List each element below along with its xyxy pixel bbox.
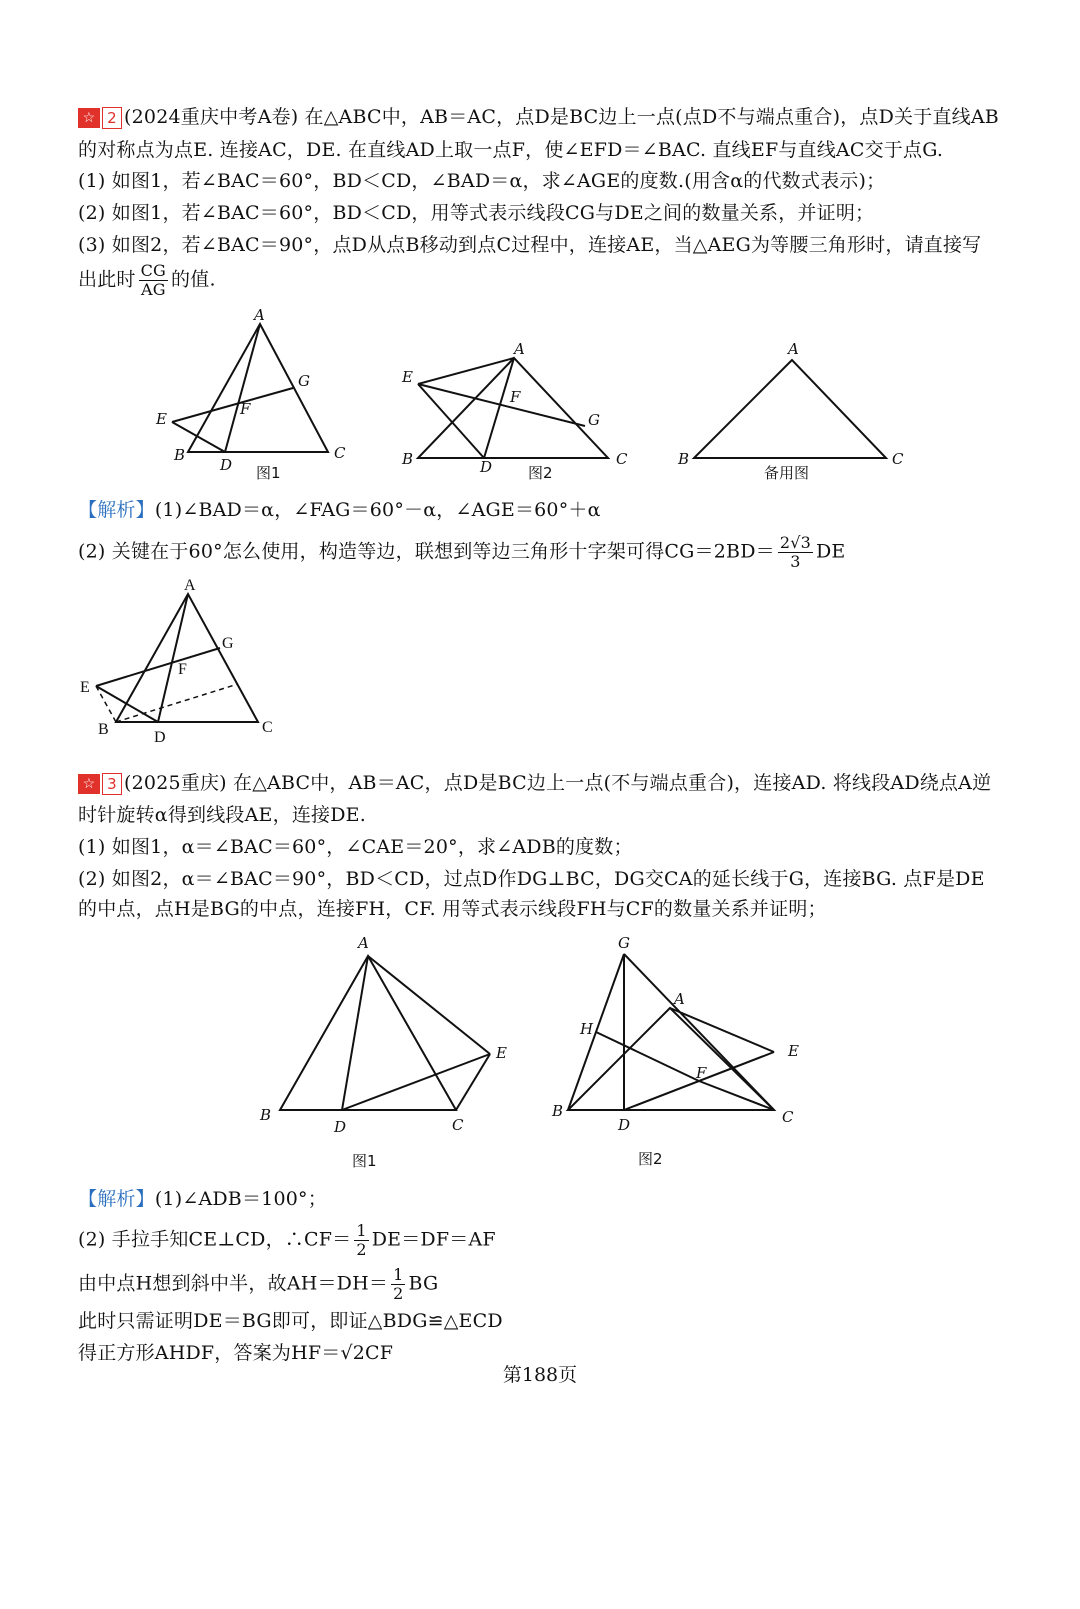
label-E: E — [402, 368, 413, 386]
label-E: E — [156, 410, 167, 428]
q3-intro: (2025重庆) 在△ABC中，AB＝AC，点D是BC边上一点(不与端点重合)，连接AD. 将线段AD绕点A逆 — [124, 772, 992, 794]
label-A: A — [514, 340, 525, 358]
label-H: H — [580, 1020, 594, 1038]
label-D: D — [220, 456, 233, 474]
label-F: F — [178, 661, 187, 678]
q2-solution-1 — [78, 497, 601, 523]
label-C: C — [452, 1116, 464, 1134]
label-B: B — [552, 1102, 564, 1120]
label-D: D — [480, 458, 493, 476]
q3-solution-2-mid: DE＝DF＝AF — [371, 1228, 496, 1251]
q2-part3b-post: 的值. — [171, 268, 216, 291]
label-C: C — [334, 444, 346, 462]
q2-part3: (3) 如图2，若∠BAC＝90°，点D从点B移动到点C过程中，连接AE，当△AEG为等腰三角形时，请直接写 — [78, 234, 982, 256]
q3-part2b: 的中点，点H是BG的中点，连接FH，CF. 用等式表示线段FH与CF的数量关系并证明； — [78, 898, 827, 920]
q3-intro-line — [78, 770, 991, 796]
label-E: E — [80, 679, 90, 696]
label-G: G — [222, 635, 234, 652]
fraction-denominator: 2 — [393, 1284, 404, 1303]
q3-figure-2 — [546, 934, 816, 1174]
q2-solution-2-post: DE — [816, 540, 846, 563]
question-number: 2 — [102, 107, 122, 129]
page-number: 第188页 — [502, 1364, 578, 1386]
label-B: B — [402, 450, 414, 468]
label-C: C — [782, 1108, 794, 1126]
one-half-fraction — [354, 1222, 368, 1259]
q3-solution-2 — [78, 1222, 496, 1259]
q2-intro2: 的对称点为点E. 连接AC，DE. 在直线AD上取一点F，使∠EFD＝∠BAC. 直线EF与直线AC交于点G. — [78, 139, 944, 161]
q3-intro2: 时针旋转α得到线段AE，连接DE. — [78, 804, 366, 826]
q2-solution-1-text: (1)∠BAD＝α，∠FAG＝60°－α，∠AGE＝60°＋α — [154, 499, 601, 521]
star-icon: ☆ — [78, 774, 100, 794]
label-B: B — [678, 450, 690, 468]
cg-over-ag-fraction — [139, 262, 168, 299]
q2-intro-line — [78, 104, 999, 130]
label-E: E — [788, 1042, 799, 1060]
two-root-three-over-three — [778, 534, 813, 571]
fig1-caption: 图1 — [256, 464, 281, 482]
label-G: G — [618, 934, 630, 952]
spare-figure-caption: 备用图 — [764, 464, 810, 482]
q3-solution-2-pre: (2) 手拉手知CE⊥CD，∴CF＝ — [78, 1228, 352, 1251]
q3-figure-1 — [254, 934, 524, 1174]
label-C: C — [616, 450, 628, 468]
q3-fig1-caption: 图1 — [352, 1152, 377, 1170]
label-D: D — [618, 1116, 631, 1134]
fig2-caption: 图2 — [528, 464, 553, 482]
q3-part1: (1) 如图1，α＝∠BAC＝60°，∠CAE＝20°，求∠ADB的度数； — [78, 836, 633, 858]
q3-solution-4: 此时只需证明DE＝BG即可，即证△BDG≌△ECD — [78, 1310, 503, 1332]
q2-figure-2 — [400, 340, 650, 490]
fraction-numerator: CG — [140, 261, 167, 280]
q2-solution-figure — [76, 577, 296, 756]
label-A: A — [358, 934, 369, 952]
fraction-denominator: 3 — [790, 552, 801, 571]
label-A: A — [674, 990, 685, 1008]
q2-part3b-pre: 出此时 — [78, 268, 136, 291]
label-C: C — [262, 719, 273, 736]
label-A: A — [788, 340, 799, 358]
label-A: A — [254, 306, 265, 324]
solution-tag: 【解析】 — [78, 1188, 155, 1210]
fraction-numerator: 1 — [393, 1265, 404, 1284]
label-B: B — [98, 721, 109, 738]
label-B: B — [260, 1106, 272, 1124]
q2-part3b — [78, 262, 216, 299]
q3-part2: (2) 如图2，α＝∠BAC＝90°，BD＜CD，过点D作DG⊥BC，DG交CA的延长线于G，连接BG. 点F是DE — [78, 868, 985, 890]
label-C: C — [892, 450, 904, 468]
solution-tag: 【解析】 — [78, 499, 155, 521]
q3-solution-3-pre: 由中点H想到斜中半，故AH＝DH＝ — [78, 1272, 389, 1295]
question-number: 3 — [102, 773, 122, 795]
fraction-numerator: 1 — [356, 1221, 367, 1240]
star-icon: ☆ — [78, 108, 100, 128]
q3-solution-3-post: BG — [408, 1272, 439, 1295]
label-G: G — [588, 411, 600, 429]
label-D: D — [334, 1118, 347, 1136]
label-F: F — [240, 400, 251, 418]
q2-intro: (2024重庆中考A卷) 在△ABC中，AB＝AC，点D是BC边上一点(点D不与端点重合)，点D关于直线AB — [124, 106, 999, 128]
fraction-numerator: 2√3 — [779, 533, 811, 552]
q2-part1: (1) 如图1，若∠BAC＝60°，BD＜CD，∠BAD＝α，求∠AGE的度数.(用含α的代数式表示)； — [78, 170, 886, 192]
q3-solution-5: 得正方形AHDF，答案为HF＝√2CF — [78, 1342, 394, 1364]
fraction-denominator: 2 — [356, 1240, 367, 1259]
q3-fig2-caption: 图2 — [638, 1150, 663, 1168]
q3-solution-1-text: (1)∠ADB＝100°； — [154, 1188, 327, 1210]
q2-part2: (2) 如图1，若∠BAC＝60°，BD＜CD，用等式表示线段CG与DE之间的数量关系，并证明； — [78, 202, 875, 224]
label-F: F — [510, 388, 521, 406]
one-half-fraction — [391, 1266, 405, 1303]
q3-solution-3 — [78, 1266, 438, 1303]
fraction-denominator: AG — [140, 280, 166, 299]
q2-solution-2-pre: (2) 关键在于60°怎么使用，构造等边，联想到等边三角形十字架可得CG＝2BD＝ — [78, 540, 775, 563]
label-G: G — [298, 372, 310, 390]
label-F: F — [696, 1064, 707, 1082]
q3-solution-1 — [78, 1186, 327, 1212]
q2-figure-1 — [150, 306, 370, 488]
label-A: A — [184, 577, 196, 594]
q2-spare-figure — [676, 340, 916, 490]
label-E: E — [496, 1044, 507, 1062]
label-B: B — [174, 446, 186, 464]
label-D: D — [154, 729, 166, 746]
q2-solution-2 — [78, 534, 846, 571]
